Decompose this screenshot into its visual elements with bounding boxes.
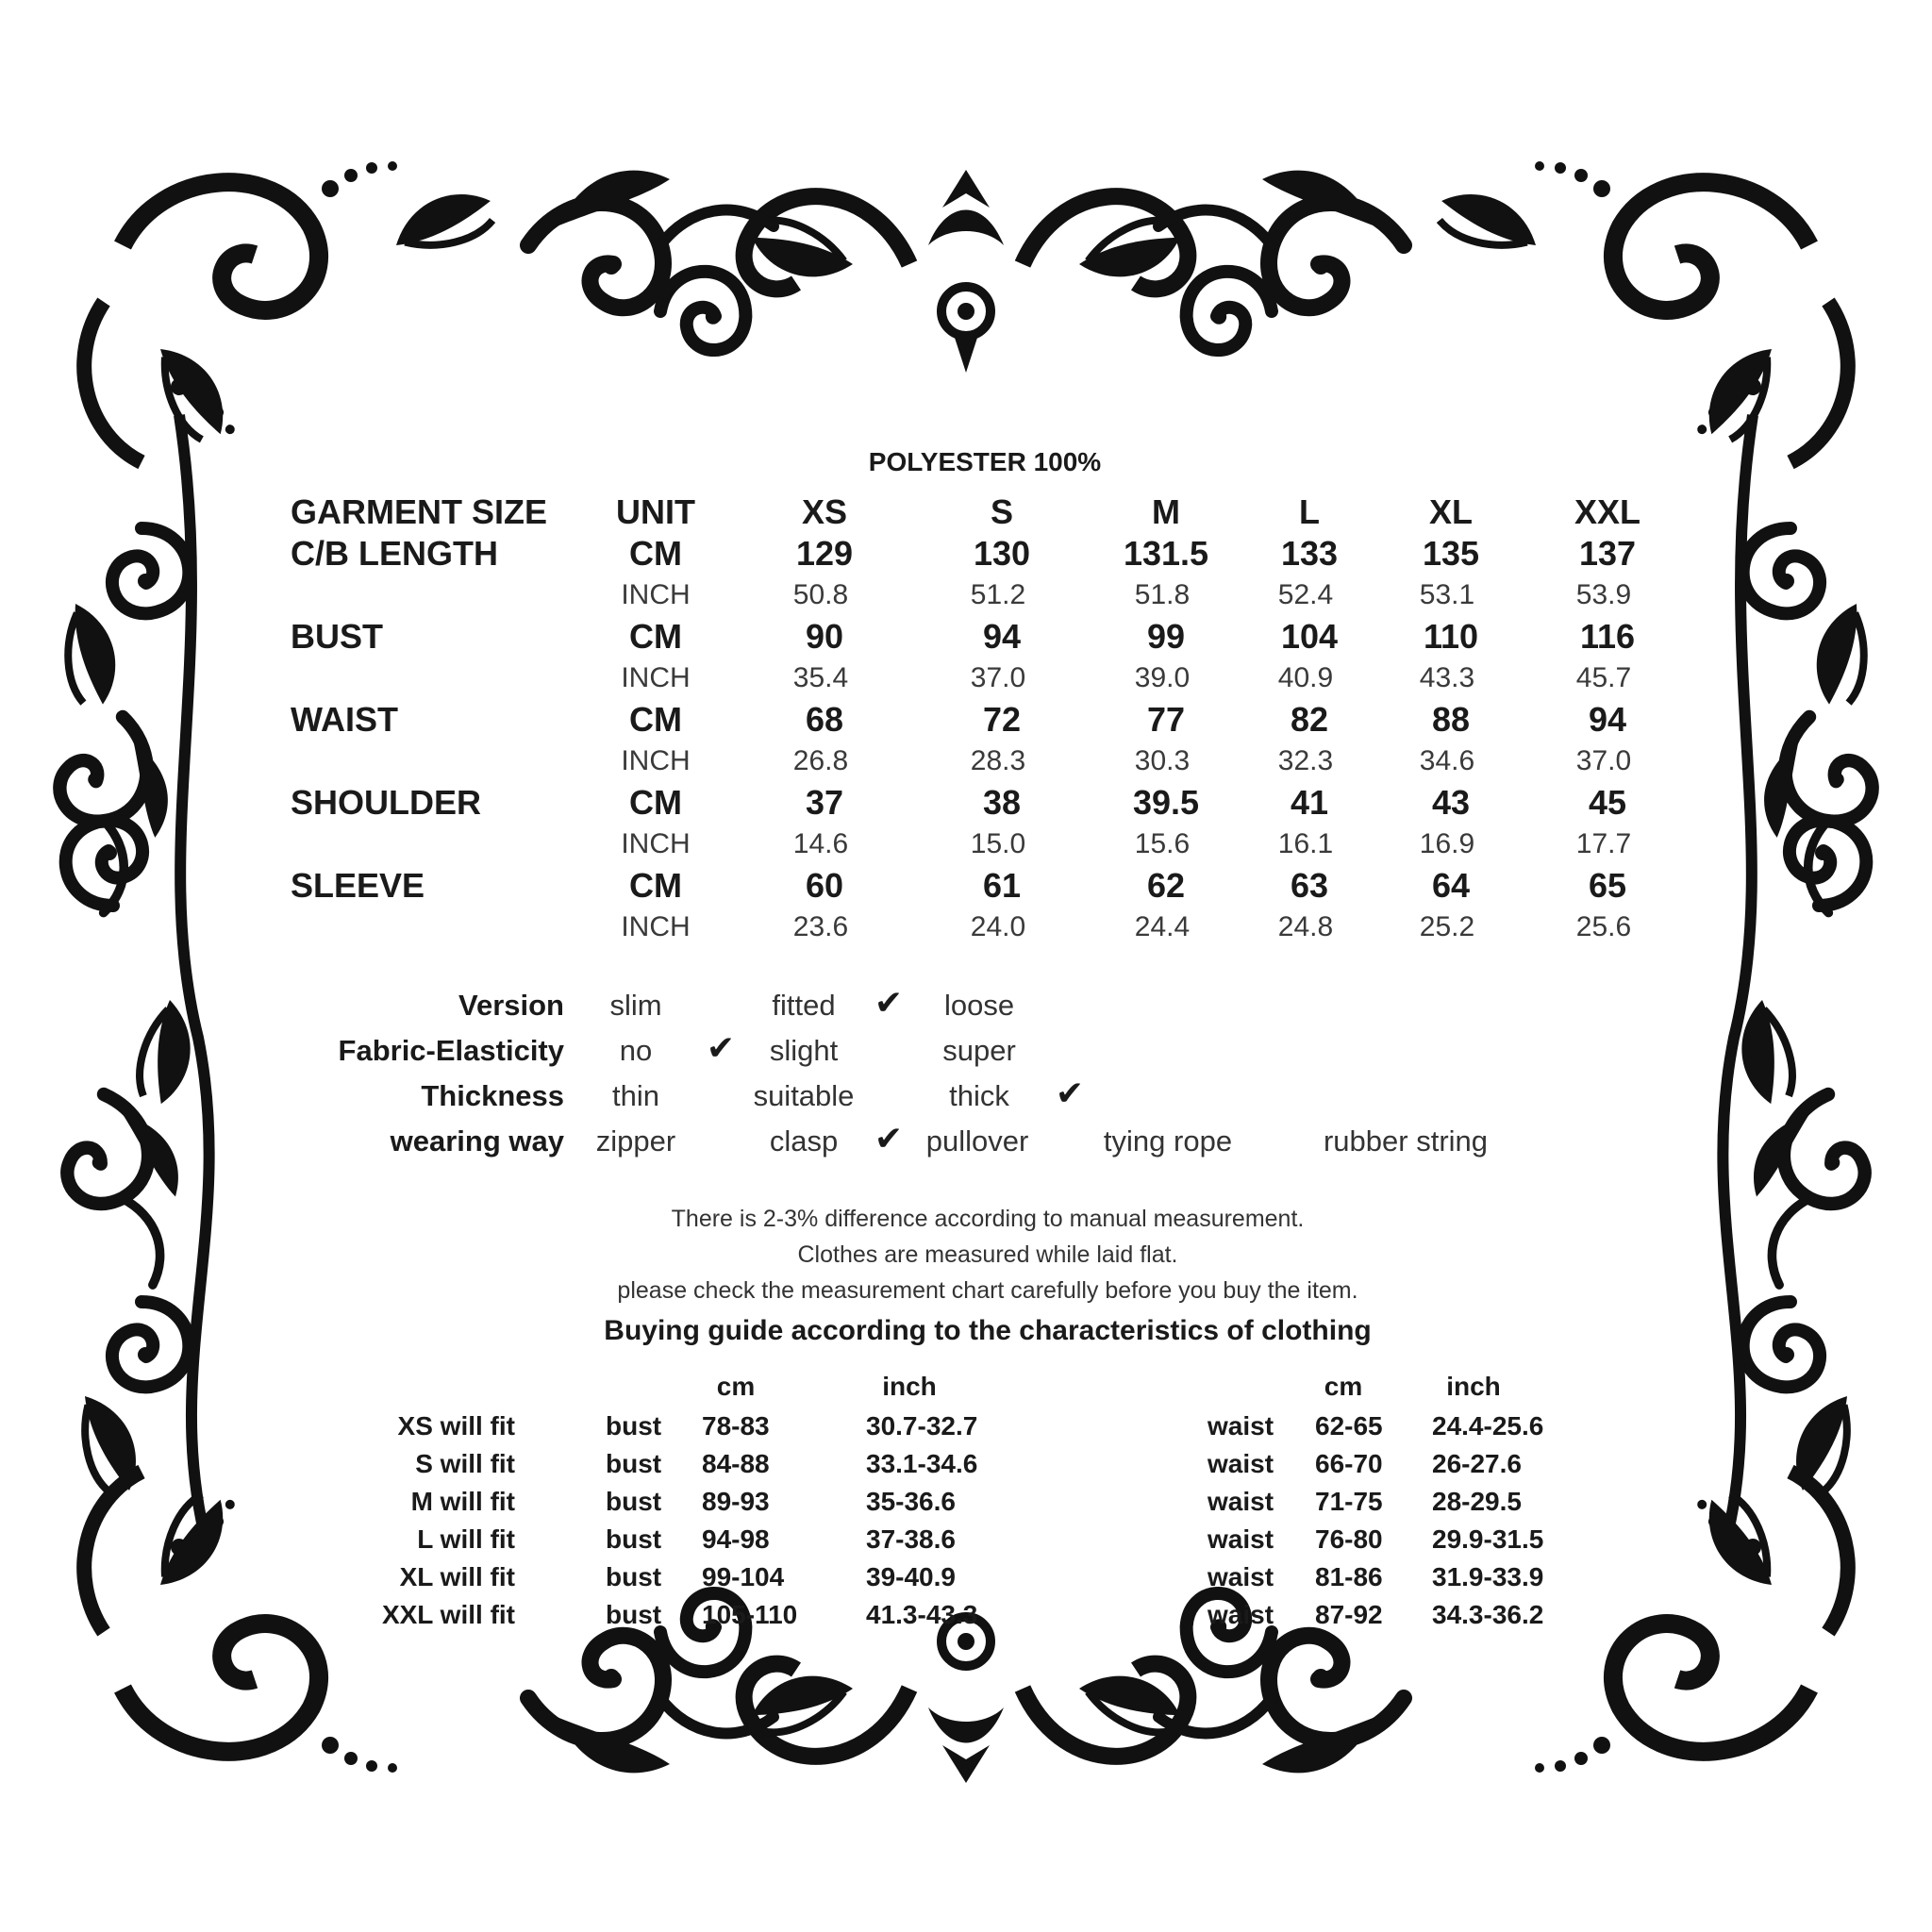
guide-waist-inch: 31.9-33.9	[1432, 1562, 1544, 1591]
inch-value: 26.8	[792, 745, 849, 776]
guide-fit-label: M will fit	[410, 1487, 515, 1516]
check-icon: ✔	[1055, 1074, 1085, 1112]
guide-waist-cm: 76-80	[1315, 1524, 1383, 1554]
attribute-option: zipper	[595, 1124, 676, 1158]
unit-cm: CM	[629, 866, 682, 905]
guide-bust-cm: 89-93	[702, 1487, 770, 1516]
guide-bust-inch: 30.7-32.7	[866, 1411, 978, 1441]
guide-waist-cm: 71-75	[1315, 1487, 1383, 1516]
inch-value: 15.6	[1134, 828, 1191, 859]
attribute-option: pullover	[925, 1124, 1029, 1158]
guide-waist-inch: 26-27.6	[1432, 1449, 1522, 1478]
inch-value: 40.9	[1277, 662, 1334, 693]
guide-waist-inch: 28-29.5	[1432, 1487, 1522, 1516]
guide-bust-inch: 35-36.6	[866, 1487, 956, 1516]
guide-fit-label: S will fit	[415, 1449, 515, 1478]
cm-value: 104	[1280, 617, 1339, 656]
header-size-xl: XL	[1428, 492, 1474, 531]
guide-waist-cm: 62-65	[1315, 1411, 1383, 1441]
note-line-3: please check the measurement chart carefully before you buy the item.	[617, 1277, 1358, 1304]
cm-value: 99	[1146, 617, 1186, 656]
material-label: POLYESTER 100%	[868, 447, 1102, 476]
inch-value: 53.1	[1419, 579, 1475, 610]
guide-waist-label: waist	[1208, 1487, 1274, 1516]
attribute-label: Thickness	[421, 1079, 564, 1112]
header-size-l: L	[1299, 492, 1320, 531]
inch-value: 53.9	[1575, 579, 1632, 610]
guide-col-cm-bust: cm	[716, 1372, 756, 1401]
cm-value: 38	[982, 783, 1022, 822]
cm-value: 137	[1578, 534, 1637, 573]
guide-fit-label: XS will fit	[397, 1411, 515, 1441]
cm-value: 133	[1280, 534, 1339, 573]
inch-value: 28.3	[970, 745, 1026, 776]
guide-fit-label: L will fit	[417, 1524, 515, 1554]
cm-value: 82	[1290, 700, 1329, 739]
guide-waist-label: waist	[1208, 1562, 1274, 1591]
cm-value: 135	[1422, 534, 1480, 573]
cm-value: 116	[1579, 617, 1636, 656]
check-icon: ✔	[706, 1028, 736, 1067]
guide-bust-cm: 105-110	[702, 1600, 798, 1629]
guide-fit-label: XXL will fit	[381, 1600, 515, 1629]
unit-inch: INCH	[621, 579, 691, 610]
attribute-option: slim	[609, 989, 662, 1022]
inch-value: 24.8	[1277, 911, 1334, 942]
guide-bust-cm: 84-88	[702, 1449, 770, 1478]
guide-waist-cm: 87-92	[1315, 1600, 1383, 1629]
guide-bust-label: bust	[606, 1449, 662, 1478]
header-size-s: S	[990, 492, 1014, 531]
cm-value: 62	[1146, 866, 1186, 905]
attribute-option: loose	[943, 989, 1015, 1022]
inch-value: 16.9	[1419, 828, 1475, 859]
guide-bust-label: bust	[606, 1411, 662, 1441]
cm-value: 64	[1431, 866, 1471, 905]
header-size-m: M	[1152, 492, 1180, 531]
attribute-label: wearing way	[390, 1124, 564, 1158]
cm-value: 61	[982, 866, 1022, 905]
guide-bust-label: bust	[606, 1487, 662, 1516]
guide-waist-cm: 81-86	[1315, 1562, 1383, 1591]
unit-cm: CM	[629, 700, 682, 739]
inch-value: 37.0	[1575, 745, 1632, 776]
check-icon: ✔	[874, 983, 904, 1022]
guide-waist-label: waist	[1208, 1600, 1274, 1629]
inch-value: 45.7	[1575, 662, 1632, 693]
inch-value: 14.6	[792, 828, 849, 859]
row-label: SHOULDER	[291, 783, 482, 822]
cm-value: 88	[1431, 700, 1471, 739]
inch-value: 50.8	[792, 579, 849, 610]
attribute-label: Fabric-Elasticity	[338, 1034, 564, 1067]
guide-waist-inch: 29.9-31.5	[1432, 1524, 1544, 1554]
cm-value: 39.5	[1132, 783, 1200, 822]
cm-value: 90	[805, 617, 844, 656]
unit-inch: INCH	[621, 911, 691, 942]
attribute-option: no	[619, 1034, 653, 1067]
unit-cm: CM	[629, 783, 682, 822]
guide-waist-label: waist	[1208, 1411, 1274, 1441]
guide-bust-cm: 99-104	[702, 1562, 785, 1591]
inch-value: 15.0	[970, 828, 1026, 859]
cm-value: 110	[1423, 617, 1479, 656]
inch-value: 24.4	[1134, 911, 1191, 942]
inch-value: 51.8	[1134, 579, 1191, 610]
note-line-2: Clothes are measured while laid flat.	[797, 1241, 1178, 1268]
cm-value: 45	[1588, 783, 1627, 822]
cm-value: 60	[805, 866, 844, 905]
attribute-option: thick	[949, 1079, 1009, 1112]
note-line-1: There is 2-3% difference according to manual measurement.	[671, 1206, 1305, 1232]
guide-bust-label: bust	[606, 1524, 662, 1554]
guide-waist-label: waist	[1208, 1449, 1274, 1478]
check-icon: ✔	[874, 1119, 904, 1158]
attribute-option: suitable	[753, 1079, 855, 1112]
attribute-option: clasp	[769, 1124, 839, 1158]
attribute-option: tying rope	[1103, 1124, 1233, 1158]
guide-bust-inch: 37-38.6	[866, 1524, 956, 1554]
inch-value: 23.6	[792, 911, 849, 942]
inch-value: 30.3	[1134, 745, 1191, 776]
inch-value: 43.3	[1419, 662, 1475, 693]
inch-value: 16.1	[1277, 828, 1334, 859]
guide-bust-inch: 41.3-43.3	[866, 1600, 978, 1629]
cm-value: 65	[1588, 866, 1627, 905]
guide-waist-inch: 24.4-25.6	[1432, 1411, 1544, 1441]
cm-value: 41	[1290, 783, 1329, 822]
guide-bust-cm: 94-98	[702, 1524, 770, 1554]
guide-bust-cm: 78-83	[702, 1411, 770, 1441]
inch-value: 35.4	[792, 662, 849, 693]
guide-bust-inch: 33.1-34.6	[866, 1449, 978, 1478]
attribute-label: Version	[458, 989, 564, 1022]
guide-waist-cm: 66-70	[1315, 1449, 1383, 1478]
row-label: WAIST	[291, 700, 398, 739]
cm-value: 94	[982, 617, 1022, 656]
guide-fit-label: XL will fit	[399, 1562, 515, 1591]
inch-value: 39.0	[1134, 662, 1191, 693]
row-label: BUST	[291, 617, 383, 656]
inch-value: 17.7	[1575, 828, 1632, 859]
attribute-option: fitted	[772, 989, 836, 1022]
header-size-xs: XS	[801, 492, 848, 531]
unit-inch: INCH	[621, 828, 691, 859]
guide-waist-label: waist	[1208, 1524, 1274, 1554]
unit-cm: CM	[629, 534, 682, 573]
attribute-option: thin	[612, 1079, 659, 1112]
cm-value: 131.5	[1123, 534, 1209, 573]
guide-bust-label: bust	[606, 1600, 662, 1629]
cm-value: 129	[795, 534, 854, 573]
row-label: SLEEVE	[291, 866, 425, 905]
inch-value: 52.4	[1277, 579, 1334, 610]
unit-cm: CM	[629, 617, 682, 656]
attribute-option: rubber string	[1323, 1124, 1489, 1158]
inch-value: 25.2	[1419, 911, 1475, 942]
cm-value: 77	[1146, 700, 1186, 739]
guide-col-inch-waist: inch	[1446, 1372, 1501, 1401]
inch-value: 51.2	[970, 579, 1026, 610]
guide-bust-label: bust	[606, 1562, 662, 1591]
cm-value: 94	[1588, 700, 1627, 739]
header-unit: UNIT	[616, 492, 695, 531]
cm-value: 63	[1290, 866, 1329, 905]
header-garment-size: GARMENT SIZE	[291, 492, 548, 531]
header-size-xxl: XXL	[1574, 492, 1641, 531]
cm-value: 72	[982, 700, 1022, 739]
inch-value: 24.0	[970, 911, 1026, 942]
attribute-option: slight	[769, 1034, 839, 1067]
buying-guide-title: Buying guide according to the characteristics of clothing	[604, 1315, 1372, 1346]
unit-inch: INCH	[621, 662, 691, 693]
inch-value: 25.6	[1575, 911, 1632, 942]
attribute-option: super	[942, 1034, 1016, 1067]
cm-value: 43	[1431, 783, 1471, 822]
inch-value: 34.6	[1419, 745, 1475, 776]
cm-value: 37	[805, 783, 844, 822]
unit-inch: INCH	[621, 745, 691, 776]
guide-bust-inch: 39-40.9	[866, 1562, 956, 1591]
guide-waist-inch: 34.3-36.2	[1432, 1600, 1544, 1629]
inch-value: 32.3	[1277, 745, 1334, 776]
guide-col-cm-waist: cm	[1324, 1372, 1363, 1401]
cm-value: 130	[973, 534, 1031, 573]
guide-col-inch-bust: inch	[882, 1372, 937, 1401]
inch-value: 37.0	[970, 662, 1026, 693]
row-label: C/B LENGTH	[291, 534, 498, 573]
cm-value: 68	[805, 700, 844, 739]
